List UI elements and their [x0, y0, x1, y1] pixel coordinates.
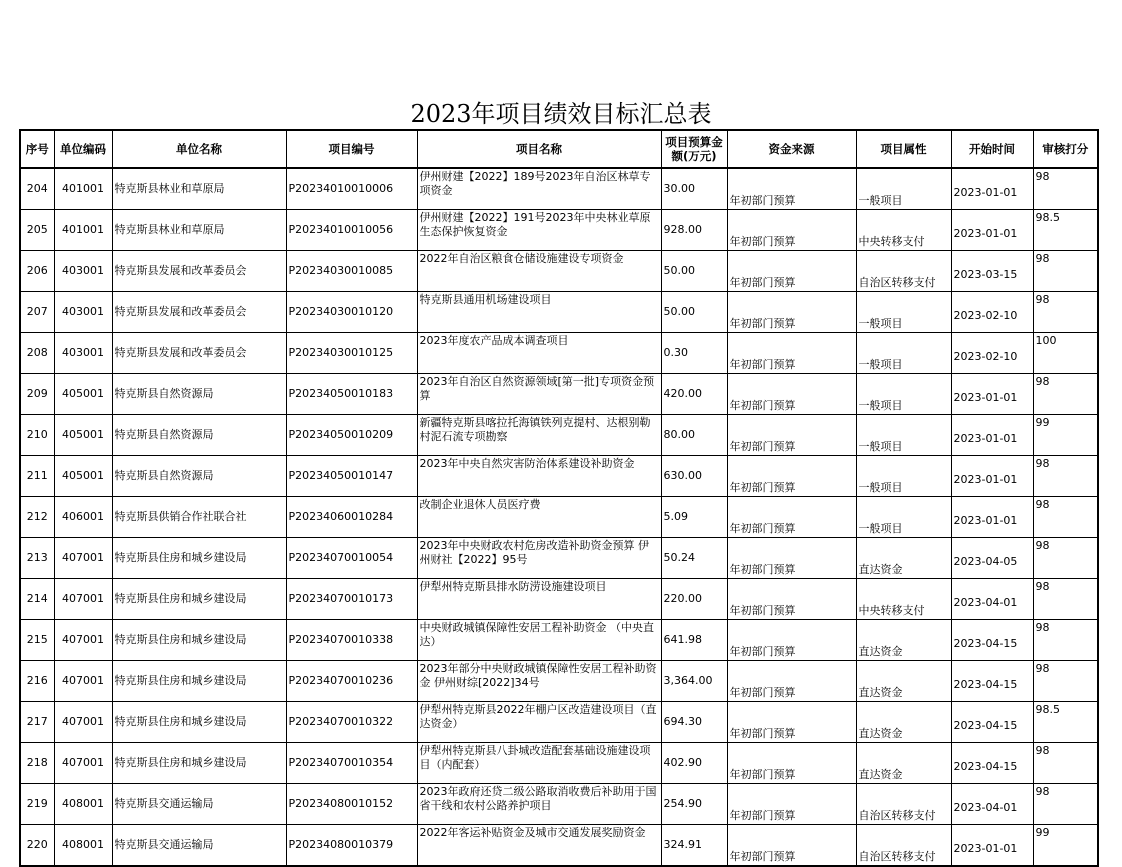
cell-start: 2023-04-15 [951, 702, 1033, 743]
cell-unit-code: 405001 [54, 456, 112, 497]
cell-unit-name: 特克斯县住房和城乡建设局 [112, 743, 286, 784]
cell-seq: 204 [20, 168, 54, 210]
cell-unit-code: 401001 [54, 168, 112, 210]
cell-project-name: 伊州财建【2022】189号2023年自治区林草专项资金 [417, 168, 661, 210]
cell-project-name: 2023年中央自然灾害防治体系建设补助资金 [417, 456, 661, 497]
cell-project-name: 2023年度农产品成本调查项目 [417, 333, 661, 374]
cell-unit-name: 特克斯县发展和改革委员会 [112, 251, 286, 292]
cell-start: 2023-01-01 [951, 497, 1033, 538]
cell-unit-code: 405001 [54, 374, 112, 415]
table-row [20, 620, 1098, 661]
cell-unit-code: 403001 [54, 251, 112, 292]
cell-score: 98 [1033, 784, 1098, 825]
cell-budget: 254.90 [661, 784, 727, 825]
column-header-source: 资金来源 [727, 130, 856, 168]
cell-score: 99 [1033, 825, 1098, 867]
cell-source: 年初部门预算 [727, 702, 856, 743]
table-row [20, 292, 1098, 333]
cell-unit-code: 406001 [54, 497, 112, 538]
cell-attribute: 自治区转移支付 [856, 784, 951, 825]
cell-score: 99 [1033, 415, 1098, 456]
cell-start: 2023-02-10 [951, 333, 1033, 374]
cell-unit-code: 403001 [54, 333, 112, 374]
cell-budget: 3,364.00 [661, 661, 727, 702]
table-row [20, 456, 1098, 497]
cell-seq: 211 [20, 456, 54, 497]
column-header-budget: 项目预算金额(万元) [661, 130, 727, 168]
cell-start: 2023-04-15 [951, 620, 1033, 661]
cell-seq: 214 [20, 579, 54, 620]
project-table [19, 129, 1099, 867]
cell-project-code: P20234010010006 [286, 168, 417, 210]
cell-project-name: 2023年中央财政农村危房改造补助资金预算 伊州财社【2022】95号 [417, 538, 661, 579]
cell-start: 2023-04-05 [951, 538, 1033, 579]
cell-unit-code: 405001 [54, 415, 112, 456]
cell-budget: 928.00 [661, 210, 727, 251]
cell-project-code: P20234050010183 [286, 374, 417, 415]
table-row [20, 415, 1098, 456]
header-row [20, 130, 1098, 168]
table-row [20, 825, 1098, 867]
cell-project-code: P20234050010209 [286, 415, 417, 456]
cell-unit-name: 特克斯县住房和城乡建设局 [112, 661, 286, 702]
cell-budget: 402.90 [661, 743, 727, 784]
cell-unit-name: 特克斯县交通运输局 [112, 825, 286, 867]
cell-attribute: 一般项目 [856, 292, 951, 333]
cell-start: 2023-01-01 [951, 825, 1033, 867]
table-row [20, 333, 1098, 374]
cell-source: 年初部门预算 [727, 579, 856, 620]
cell-score: 98 [1033, 168, 1098, 210]
cell-project-name: 2023年自治区自然资源领域[第一批]专项资金预算 [417, 374, 661, 415]
cell-project-code: P20234030010120 [286, 292, 417, 333]
cell-start: 2023-01-01 [951, 210, 1033, 251]
table-row [20, 702, 1098, 743]
cell-attribute: 直达资金 [856, 661, 951, 702]
cell-project-name: 2022年客运补贴资金及城市交通发展奖励资金 [417, 825, 661, 867]
cell-seq: 217 [20, 702, 54, 743]
cell-project-code: P20234070010173 [286, 579, 417, 620]
cell-unit-name: 特克斯县林业和草原局 [112, 210, 286, 251]
cell-attribute: 自治区转移支付 [856, 825, 951, 867]
column-header-unit-code: 单位编码 [54, 130, 112, 168]
cell-source: 年初部门预算 [727, 784, 856, 825]
cell-attribute: 一般项目 [856, 456, 951, 497]
cell-score: 98 [1033, 661, 1098, 702]
cell-budget: 694.30 [661, 702, 727, 743]
table-row [20, 784, 1098, 825]
cell-attribute: 直达资金 [856, 620, 951, 661]
cell-unit-code: 403001 [54, 292, 112, 333]
cell-budget: 220.00 [661, 579, 727, 620]
cell-start: 2023-03-15 [951, 251, 1033, 292]
cell-seq: 206 [20, 251, 54, 292]
cell-project-name: 中央财政城镇保障性安居工程补助资金 （中央直达） [417, 620, 661, 661]
cell-start: 2023-01-01 [951, 168, 1033, 210]
cell-attribute: 一般项目 [856, 497, 951, 538]
cell-source: 年初部门预算 [727, 456, 856, 497]
cell-project-code: P20234030010085 [286, 251, 417, 292]
cell-score: 100 [1033, 333, 1098, 374]
cell-budget: 5.09 [661, 497, 727, 538]
cell-source: 年初部门预算 [727, 620, 856, 661]
column-header-seq: 序号 [20, 130, 54, 168]
cell-source: 年初部门预算 [727, 661, 856, 702]
cell-source: 年初部门预算 [727, 743, 856, 784]
page-title: 2023年项目绩效目标汇总表 [410, 100, 712, 128]
table-row [20, 210, 1098, 251]
cell-unit-code: 407001 [54, 743, 112, 784]
cell-project-name: 新疆特克斯县喀拉托海镇铁列克提村、达根别勒村泥石流专项勘察 [417, 415, 661, 456]
table-row [20, 579, 1098, 620]
cell-unit-name: 特克斯县林业和草原局 [112, 168, 286, 210]
cell-seq: 218 [20, 743, 54, 784]
cell-start: 2023-04-15 [951, 743, 1033, 784]
cell-score: 98 [1033, 579, 1098, 620]
cell-seq: 216 [20, 661, 54, 702]
cell-project-code: P20234080010379 [286, 825, 417, 867]
cell-start: 2023-01-01 [951, 456, 1033, 497]
cell-score: 98 [1033, 251, 1098, 292]
table-row [20, 374, 1098, 415]
cell-source: 年初部门预算 [727, 374, 856, 415]
cell-unit-name: 特克斯县住房和城乡建设局 [112, 620, 286, 661]
cell-budget: 50.00 [661, 292, 727, 333]
cell-source: 年初部门预算 [727, 292, 856, 333]
cell-unit-code: 407001 [54, 661, 112, 702]
cell-project-name: 2023年部分中央财政城镇保障性安居工程补助资金 伊州财综[2022]34号 [417, 661, 661, 702]
cell-budget: 50.24 [661, 538, 727, 579]
table-row [20, 538, 1098, 579]
cell-source: 年初部门预算 [727, 825, 856, 867]
cell-seq: 210 [20, 415, 54, 456]
column-header-project-name: 项目名称 [417, 130, 661, 168]
cell-seq: 212 [20, 497, 54, 538]
column-header-start: 开始时间 [951, 130, 1033, 168]
cell-source: 年初部门预算 [727, 333, 856, 374]
cell-seq: 207 [20, 292, 54, 333]
cell-project-code: P20234080010152 [286, 784, 417, 825]
cell-unit-name: 特克斯县自然资源局 [112, 415, 286, 456]
column-header-project-code: 项目编号 [286, 130, 417, 168]
cell-seq: 215 [20, 620, 54, 661]
cell-score: 98 [1033, 497, 1098, 538]
cell-seq: 209 [20, 374, 54, 415]
cell-start: 2023-04-01 [951, 784, 1033, 825]
column-header-attribute: 项目属性 [856, 130, 951, 168]
cell-source: 年初部门预算 [727, 497, 856, 538]
cell-project-code: P20234070010236 [286, 661, 417, 702]
cell-source: 年初部门预算 [727, 210, 856, 251]
cell-unit-name: 特克斯县住房和城乡建设局 [112, 702, 286, 743]
cell-project-code: P20234070010322 [286, 702, 417, 743]
cell-unit-name: 特克斯县自然资源局 [112, 374, 286, 415]
cell-project-code: P20234050010147 [286, 456, 417, 497]
cell-unit-name: 特克斯县发展和改革委员会 [112, 292, 286, 333]
cell-attribute: 一般项目 [856, 168, 951, 210]
cell-attribute: 直达资金 [856, 743, 951, 784]
cell-project-code: P20234070010354 [286, 743, 417, 784]
column-header-unit-name: 单位名称 [112, 130, 286, 168]
cell-unit-code: 408001 [54, 825, 112, 867]
cell-attribute: 一般项目 [856, 374, 951, 415]
cell-unit-code: 401001 [54, 210, 112, 251]
table-row [20, 168, 1098, 210]
cell-attribute: 一般项目 [856, 333, 951, 374]
cell-score: 98 [1033, 538, 1098, 579]
cell-unit-code: 407001 [54, 620, 112, 661]
cell-budget: 50.00 [661, 251, 727, 292]
cell-budget: 630.00 [661, 456, 727, 497]
cell-unit-name: 特克斯县住房和城乡建设局 [112, 538, 286, 579]
cell-attribute: 自治区转移支付 [856, 251, 951, 292]
cell-seq: 219 [20, 784, 54, 825]
table-row [20, 661, 1098, 702]
cell-project-code: P20234070010054 [286, 538, 417, 579]
cell-score: 98 [1033, 620, 1098, 661]
cell-start: 2023-04-15 [951, 661, 1033, 702]
cell-seq: 213 [20, 538, 54, 579]
cell-seq: 208 [20, 333, 54, 374]
cell-unit-name: 特克斯县住房和城乡建设局 [112, 579, 286, 620]
cell-budget: 0.30 [661, 333, 727, 374]
cell-unit-code: 407001 [54, 702, 112, 743]
cell-project-name: 伊犁州特克斯县排水防涝设施建设项目 [417, 579, 661, 620]
cell-score: 98.5 [1033, 210, 1098, 251]
cell-score: 98.5 [1033, 702, 1098, 743]
cell-score: 98 [1033, 292, 1098, 333]
cell-start: 2023-01-01 [951, 415, 1033, 456]
cell-source: 年初部门预算 [727, 415, 856, 456]
table-row [20, 497, 1098, 538]
cell-unit-name: 特克斯县发展和改革委员会 [112, 333, 286, 374]
cell-score: 98 [1033, 456, 1098, 497]
cell-attribute: 中央转移支付 [856, 210, 951, 251]
table-row [20, 251, 1098, 292]
table-row [20, 743, 1098, 784]
column-header-score: 审核打分 [1033, 130, 1098, 168]
cell-project-name: 伊犁州特克斯县2022年棚户区改造建设项目（直达资金） [417, 702, 661, 743]
cell-project-name: 伊州财建【2022】191号2023年中央林业草原生态保护恢复资金 [417, 210, 661, 251]
cell-attribute: 直达资金 [856, 702, 951, 743]
cell-unit-code: 407001 [54, 579, 112, 620]
cell-budget: 324.91 [661, 825, 727, 867]
cell-attribute: 一般项目 [856, 415, 951, 456]
cell-start: 2023-02-10 [951, 292, 1033, 333]
cell-budget: 641.98 [661, 620, 727, 661]
cell-project-code: P20234010010056 [286, 210, 417, 251]
cell-seq: 205 [20, 210, 54, 251]
cell-project-name: 改制企业退休人员医疗费 [417, 497, 661, 538]
cell-seq: 220 [20, 825, 54, 867]
cell-project-code: P20234060010284 [286, 497, 417, 538]
cell-project-code: P20234070010338 [286, 620, 417, 661]
cell-project-name: 伊犁州特克斯县八卦城改造配套基础设施建设项目（内配套） [417, 743, 661, 784]
cell-attribute: 直达资金 [856, 538, 951, 579]
cell-start: 2023-04-01 [951, 579, 1033, 620]
cell-budget: 80.00 [661, 415, 727, 456]
cell-attribute: 中央转移支付 [856, 579, 951, 620]
cell-project-name: 2022年自治区粮食仓储设施建设专项资金 [417, 251, 661, 292]
cell-source: 年初部门预算 [727, 538, 856, 579]
cell-unit-code: 407001 [54, 538, 112, 579]
cell-source: 年初部门预算 [727, 168, 856, 210]
cell-budget: 420.00 [661, 374, 727, 415]
cell-budget: 30.00 [661, 168, 727, 210]
cell-unit-name: 特克斯县交通运输局 [112, 784, 286, 825]
cell-project-name: 2023年政府还贷二级公路取消收费后补助用于国省干线和农村公路养护项目 [417, 784, 661, 825]
cell-unit-name: 特克斯县自然资源局 [112, 456, 286, 497]
cell-score: 98 [1033, 374, 1098, 415]
cell-score: 98 [1033, 743, 1098, 784]
cell-start: 2023-01-01 [951, 374, 1033, 415]
cell-unit-name: 特克斯县供销合作社联合社 [112, 497, 286, 538]
cell-unit-code: 408001 [54, 784, 112, 825]
cell-project-code: P20234030010125 [286, 333, 417, 374]
cell-project-name: 特克斯县通用机场建设项目 [417, 292, 661, 333]
cell-source: 年初部门预算 [727, 251, 856, 292]
